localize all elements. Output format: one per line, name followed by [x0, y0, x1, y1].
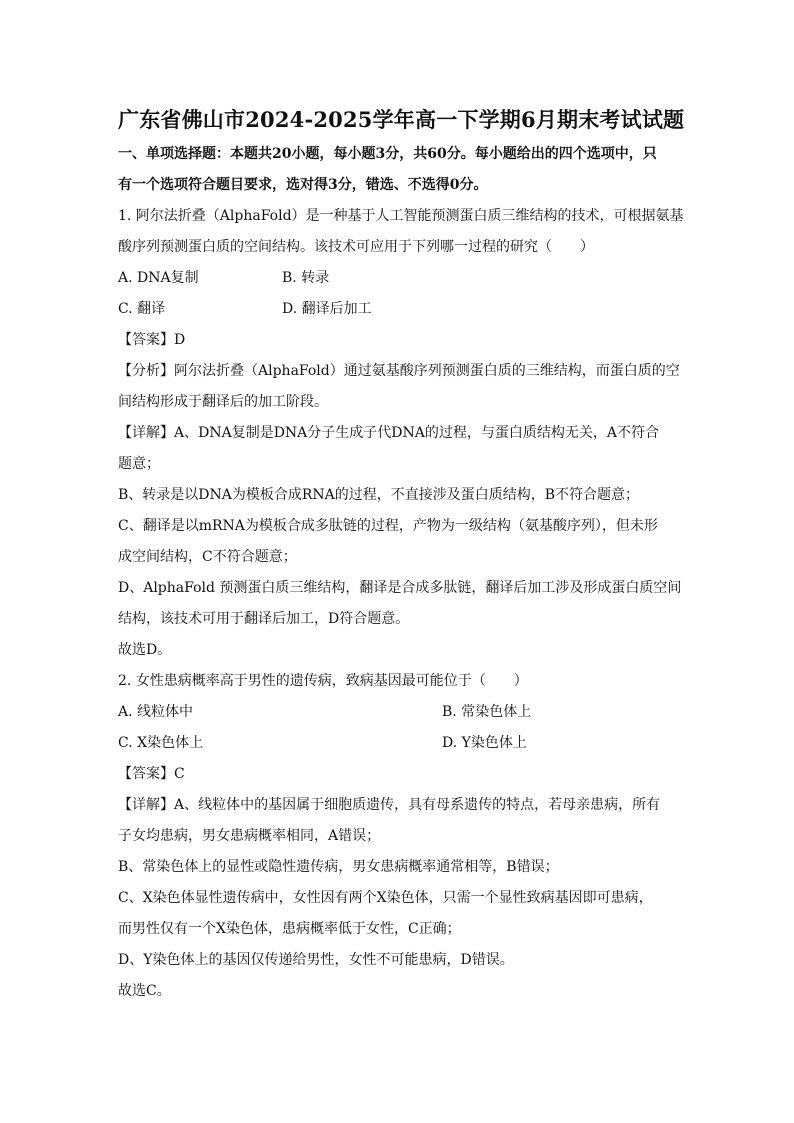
section-heading-line-2: 有一个选项符合题目要求，选对得3分，错选、不选得0分。 [118, 177, 488, 193]
q2-detail-line-2: 子女均患病，男女患病概率相同，A错误； [118, 828, 381, 844]
q2-detail-line-5: 而男性仅有一个X染色体，患病概率低于女性，C正确； [118, 921, 461, 937]
q2-detail-line-6: D、Y染色体上的基因仅传递给男性，女性不可能患病，D错误。 [118, 952, 514, 968]
q2-option-d: D. Y染色体上 [442, 735, 527, 751]
q2-detail-line-4: C、X染色体显性遗传病中，女性因有两个X染色体，只需一个显性致病基因即可患病， [118, 890, 653, 906]
q1-conclusion: 故选D。 [118, 642, 172, 658]
q1-detail-line-4: C、翻译是以mRNA为模板合成多肽链的过程，产物为一级结构（氨基酸序列），但未形 [118, 518, 658, 534]
q1-answer: 【答案】D [118, 332, 186, 348]
q1-detail-line-2: 题意； [118, 456, 160, 472]
q2-detail-line-3: B、常染色体上的显性或隐性遗传病，男女患病概率通常相等，B错误； [118, 859, 559, 875]
q1-detail-line-7: 结构，该技术可用于翻译后加工，D符合题意。 [118, 611, 410, 627]
q1-detail-line-1: 【详解】A、DNA复制是DNA分子生成子代DNA的过程，与蛋白质结构无关，A不符合 [118, 425, 659, 441]
q1-stem-line-1: 1. 阿尔法折叠（AlphaFold）是一种基于人工智能预测蛋白质三维结构的技术，可根据氨基 [118, 208, 684, 224]
section-heading-line-1: 一、单项选择题：本题共20小题，每小题3分，共60分。每小题给出的四个选项中，只 [118, 146, 657, 162]
q1-analysis-line-1: 【分析】阿尔法折叠（AlphaFold）通过氨基酸序列预测蛋白质的三维结构，而蛋白质的空 [118, 363, 680, 379]
q2-option-a: A. 线粒体中 [118, 704, 194, 720]
q1-analysis-line-2: 间结构形成于翻译后的加工阶段。 [118, 394, 328, 410]
q1-option-b: B. 转录 [282, 270, 330, 286]
q1-option-c: C. 翻译 [118, 301, 166, 317]
q2-option-b: B. 常染色体上 [442, 704, 532, 720]
q1-detail-line-6: D、AlphaFold 预测蛋白质三维结构，翻译是合成多肽链，翻译后加工涉及形成蛋白质空间 [118, 580, 682, 596]
q1-option-a: A. DNA复制 [118, 270, 199, 286]
q1-option-d: D. 翻译后加工 [282, 301, 372, 317]
q1-stem-line-2: 酸序列预测蛋白质的空间结构。该技术可应用于下列哪一过程的研究（ ） [118, 239, 594, 255]
q2-option-c: C. X染色体上 [118, 735, 204, 751]
q1-detail-line-5: 成空间结构，C不符合题意； [118, 549, 297, 565]
q1-detail-line-3: B、转录是以DNA为模板合成RNA的过程，不直接涉及蛋白质结构，B不符合题意； [118, 487, 640, 503]
q2-detail-line-1: 【详解】A、线粒体中的基因属于细胞质遗传，具有母系遗传的特点，若母亲患病，所有 [118, 797, 661, 813]
q2-conclusion: 故选C。 [118, 983, 171, 999]
page-title: 广东省佛山市2024-2025学年高一下学期6月期末考试试题 [118, 107, 685, 132]
q2-answer: 【答案】C [118, 766, 185, 782]
q2-stem: 2. 女性患病概率高于男性的遗传病，致病基因最可能位于（ ） [118, 673, 528, 689]
